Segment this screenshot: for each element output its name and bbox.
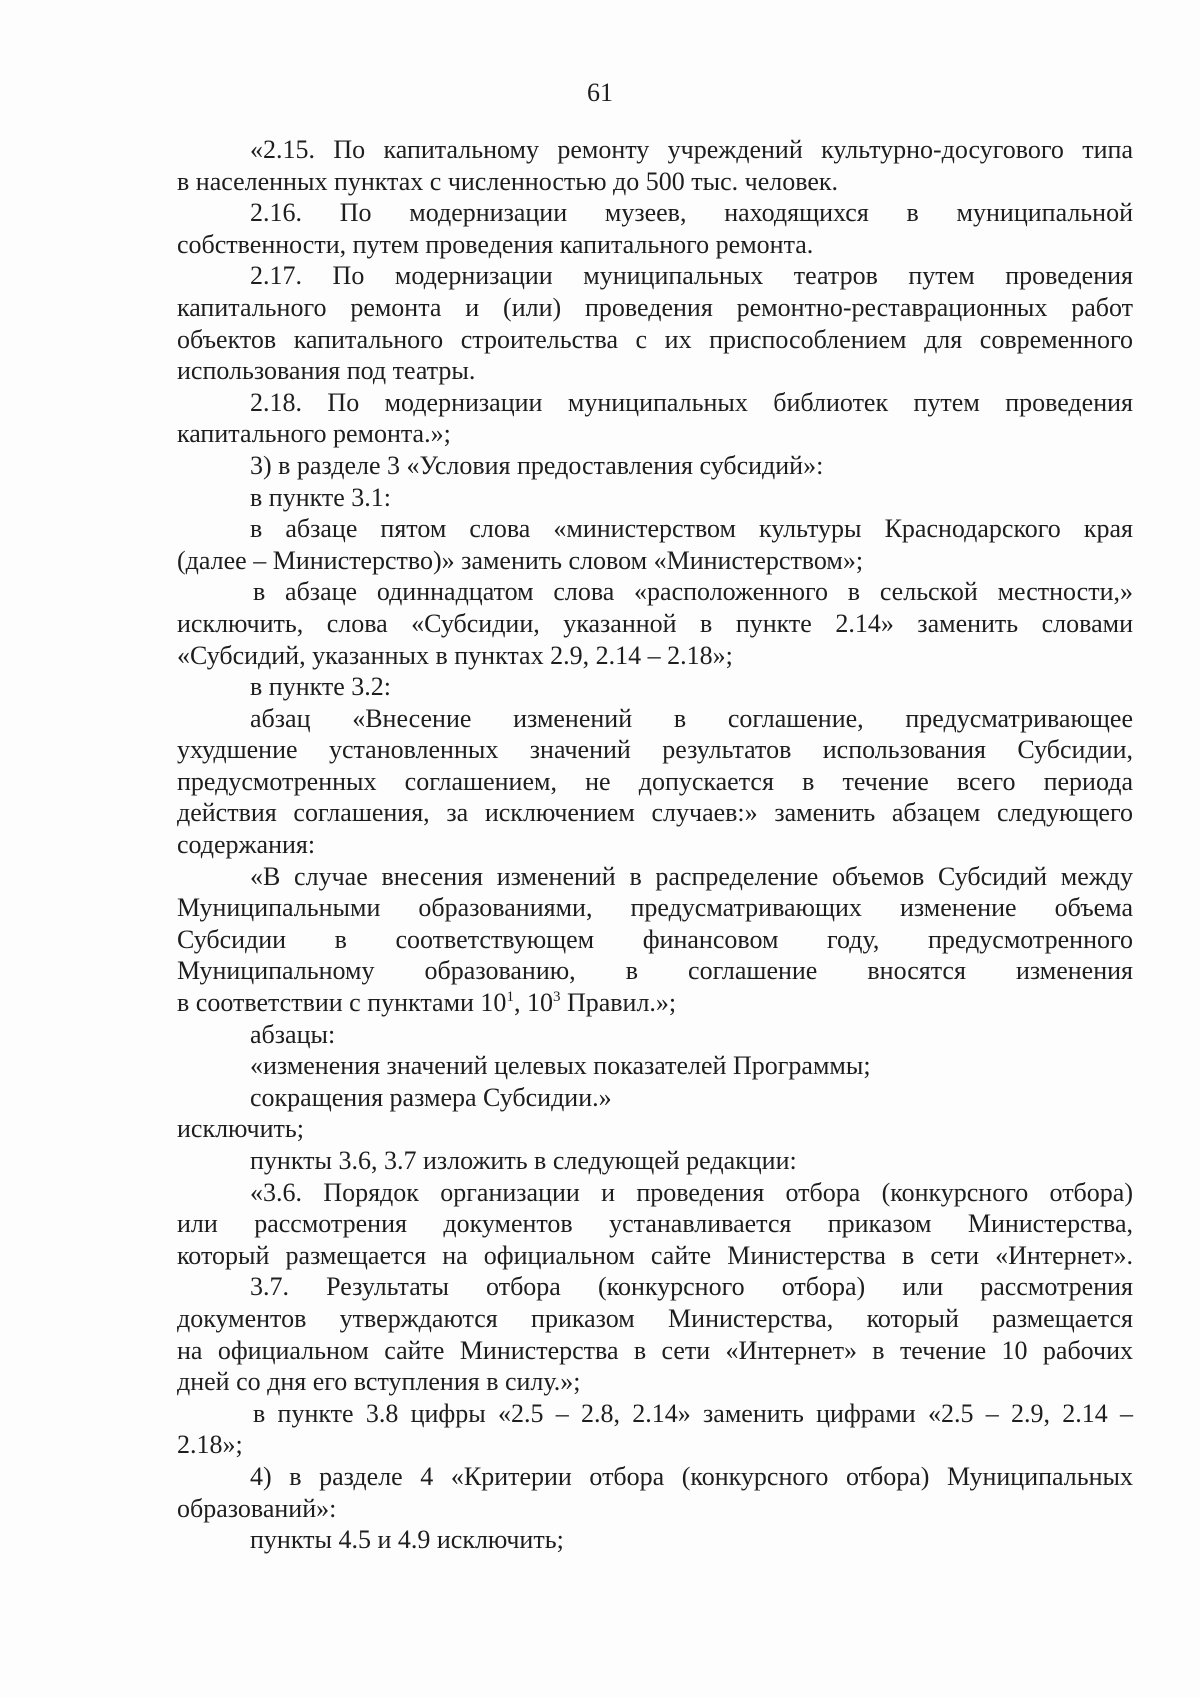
text-line: на официальном сайте Министерства в сети «Интернет» в течение 10 рабочих (177, 1335, 1133, 1365)
document-body (177, 134, 1133, 1556)
text-line: в абзаце одиннадцатом слова «расположенного в сельской местности,» (253, 577, 1133, 607)
text-line: образований»: (177, 1493, 337, 1523)
text-line: действия соглашения, за исключением случаев:» заменить абзацем следующего (177, 798, 1133, 828)
text-line: содержания: (177, 830, 316, 860)
text-line: «2.15. По капитальному ремонту учреждений культурно-досугового типа (250, 135, 1133, 164)
text-line: абзацы: (250, 1019, 336, 1049)
text-line: «Субсидий, указанных в пунктах 2.9, 2.14 – 2.18»; (177, 640, 733, 670)
text-line: 2.18»; (177, 1430, 243, 1460)
text-line: исключить, слова «Субсидии, указанной в пункте 2.14» заменить словами (177, 608, 1133, 638)
text-line: Муниципальными образованиями, предусматривающих изменение объема (177, 893, 1133, 923)
text-line: в пункте 3.1: (250, 482, 392, 512)
text-line: в пункте 3.2: (250, 672, 392, 702)
text-line: «изменения значений целевых показателей Программы; (250, 1051, 871, 1081)
rules-ref-text: Правил.»; (560, 988, 677, 1018)
text-line: 3) в разделе 3 «Условия предоставления субсидий»: (250, 450, 824, 480)
text-line: который размещается на официальном сайте Министерства в сети «Интернет». (177, 1240, 1133, 1270)
rules-ref-text: в соответствии с пунктами 10 (177, 988, 507, 1018)
text-line: пункты 3.6, 3.7 изложить в следующей редакции: (250, 1146, 797, 1175)
text-line: использования под театры. (177, 356, 476, 386)
text-line: 3.7. Результаты отбора (конкурсного отбора) или рассмотрения (250, 1272, 1133, 1302)
text-line (177, 987, 1133, 1019)
text-line: дней со дня его вступления в силу.»; (177, 1367, 581, 1397)
text-line: в абзаце пятом слова «министерством культуры Краснодарского края (250, 514, 1133, 544)
text-line: собственности, путем проведения капитального ремонта. (177, 229, 814, 259)
text-line: или рассмотрения документов устанавливается приказом Министерства, (177, 1209, 1133, 1239)
text-line: пункты 4.5 и 4.9 исключить; (250, 1525, 564, 1555)
text-line: Субсидии в соответствующем финансовом году, предусмотренного (177, 924, 1133, 954)
text-line: «3.6. Порядок организации и проведения отбора (конкурсного отбора) (250, 1177, 1133, 1207)
text-line: объектов капитального строительства с их приспособлением для современного (177, 324, 1133, 354)
text-line: в пункте 3.8 цифры «2.5 – 2.8, 2.14» заменить цифрами «2.5 – 2.9, 2.14 – (253, 1398, 1133, 1428)
text-line: 2.16. По модернизации музеев, находящихся в муниципальной (250, 198, 1133, 228)
text-line: в населенных пунктах с численностью до 500 тыс. человек. (177, 166, 839, 196)
page-number: 61 (587, 78, 613, 107)
rules-ref-text: , 10 (513, 988, 553, 1018)
text-line: предусмотренных соглашением, не допускается в течение всего периода (177, 766, 1133, 796)
text-line: сокращения размера Субсидии.» (250, 1082, 612, 1112)
text-line: 2.18. По модернизации муниципальных библиотек путем проведения (250, 387, 1133, 417)
superscript: 3 (552, 989, 561, 1006)
text-line: ухудшение установленных значений результатов использования Субсидии, (177, 735, 1133, 765)
superscript: 1 (506, 989, 514, 1006)
text-line: документов утверждаются приказом Министерства, который размещается (177, 1303, 1133, 1333)
text-line: (далее – Министерство)» заменить словом «Министерством»; (177, 545, 864, 575)
text-line: абзац «Внесение изменений в соглашение, предусматривающее (250, 703, 1133, 733)
text-line: исключить; (177, 1114, 304, 1144)
text-line: «В случае внесения изменений в распределение объемов Субсидий между (250, 861, 1133, 891)
text-line: 2.17. По модернизации муниципальных театров путем проведения (250, 261, 1133, 291)
text-line: капитального ремонта.»; (177, 419, 451, 449)
text-line: 4) в разделе 4 «Критерии отбора (конкурсного отбора) Муниципальных (250, 1461, 1133, 1491)
text-line: Муниципальному образованию, в соглашение вносятся изменения (177, 956, 1133, 986)
text-line: капитального ремонта и (или) проведения ремонтно-реставрационных работ (177, 292, 1133, 322)
